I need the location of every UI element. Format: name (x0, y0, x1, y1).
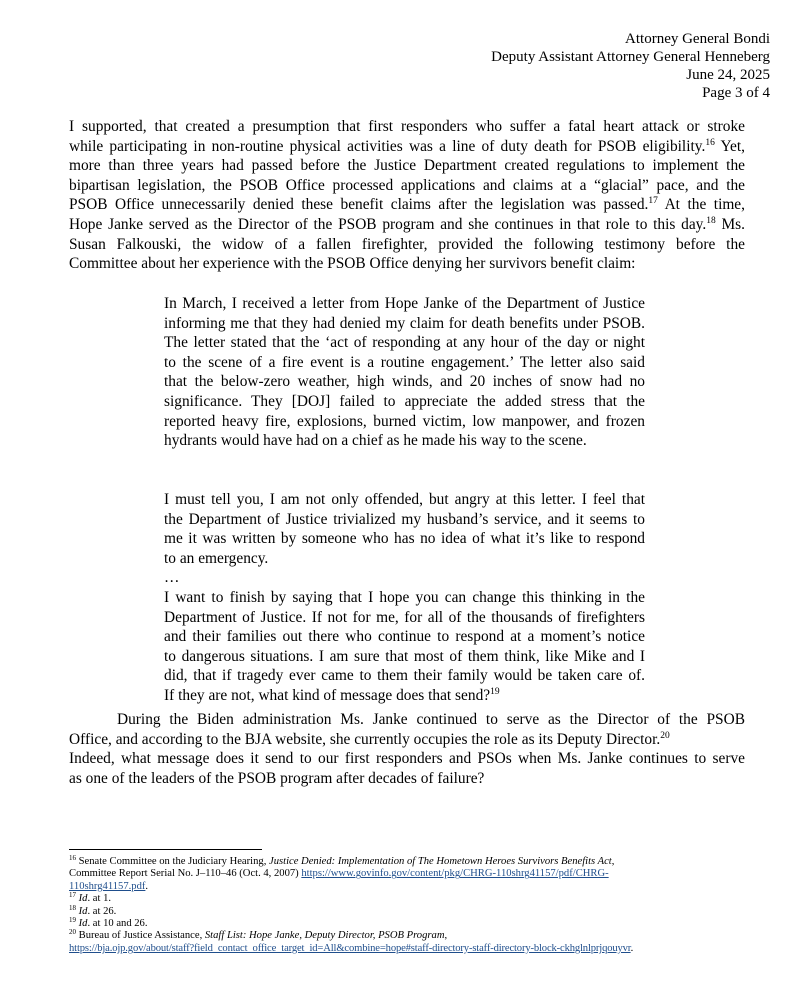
text-line: Office, and according to the BJA website, she currently occupies the role as its Deputy Director.$^{20}$ (69, 730, 670, 748)
footnote-16: $^{16}$ Senate Committee on the Judiciary Hearing, Justice Denied: Implementation of The Hometown Heroes Survivors Benefits Act, (69, 854, 615, 867)
footnote-20-cont: https://bja.ojp.gov/about/staff?field_contact_office_target_id=All&combine=hope#staff-directory-staff-directory-block-ckhglnlprjqouyvr. (69, 942, 634, 954)
header-recipient: Attorney General Bondi (625, 31, 770, 47)
footnote-ref-19[interactable]: 19 (490, 686, 500, 697)
quote-line: significance. They [DOJ] failed to appreciate the added stress that the (164, 392, 645, 410)
text-line: bipartisan legislation, the PSOB Office processed applications and claims at a “glacial” pace, and the (69, 176, 745, 194)
quote-line: hydrants would have had on a chief as he made his way to the scene. (164, 432, 587, 450)
text-line: Indeed, what message does it send to our first responders and PSOs when Ms. Janke continues to serve (69, 750, 745, 768)
footnote-16-link-cont[interactable]: 110shrg41157.pdf (69, 880, 146, 892)
quote-line: to the scene of a fire event is a routine engagement.’ The letter also said (164, 353, 645, 371)
text-line: Susan Falkouski, the widow of a fallen firefighter, provided the following testimony before the (69, 235, 745, 253)
ellipsis: … (164, 569, 180, 587)
footnote-17: $^{17}$ Id. at 1. (69, 891, 112, 905)
footnote-18: $^{18}$ Id. at 26. (69, 903, 117, 917)
text-line: Hope Janke served as the Director of the PSOB program and she continues in that role to this day.$^{18}$ Ms. (69, 215, 745, 233)
quote-line: The letter stated that the ‘act of responding at any hour of the day or night (164, 334, 645, 352)
quote-line: Department of Justice. If not for me, for all of the thousands of firefighters (164, 608, 645, 626)
footnotes (69, 856, 769, 955)
text-line: while participating in non-routine physical activities was a line of duty death for PSOB eligibility.$^{16}$ Yet, (69, 137, 745, 155)
quote-line: I want to finish by saying that I hope you can change this thinking in the (164, 588, 645, 606)
quote-line: me it was written by someone who has no idea of what it’s like to respond (164, 530, 645, 548)
block-quote-1 (164, 294, 645, 451)
quote-line: that the below-zero weather, high winds, and 20 inches of snow had no (164, 373, 645, 391)
quote-line: the Department of Justice trivialized my husband’s service, and it seems to (164, 510, 645, 528)
header-recipient-2: Deputy Assistant Attorney General Henneberg (491, 49, 770, 65)
footnote-20: $^{20}$ Bureau of Justice Assistance, Staff List: Hope Janke, Deputy Director, PSOB Program, (69, 928, 448, 942)
quote-line: to an emergency. (164, 549, 269, 567)
footnote-ref-20[interactable]: 20 (660, 730, 670, 741)
text-line: as one of the leaders of the PSOB program after decades of failure? (69, 769, 485, 787)
text-line: During the Biden administration Ms. Janke continued to serve as the Director of the PSOB (117, 711, 745, 728)
quote-line: I must tell you, I am not only offended, but angry at this letter. I feel that (164, 491, 645, 508)
block-quote-2 (164, 490, 645, 706)
text-line: Committee about her experience with the PSOB Office denying her survivors benefit claim: (69, 255, 636, 273)
footnote-ref-17[interactable]: 17 (648, 196, 658, 207)
header-date: June 24, 2025 (686, 67, 770, 83)
quote-line: informing me that they had denied my claim for death benefits under PSOB. (164, 314, 645, 332)
header-page-number: Page 3 of 4 (702, 85, 770, 101)
footnote-16-cont-2: 110shrg41157.pdf. (69, 880, 149, 892)
quote-line: reported heavy fire, explosions, burned victim, low manpower, and frozen (164, 412, 645, 430)
text-line: I supported, that created a presumption that first responders who suffer a fatal heart attack or stroke (69, 118, 745, 135)
quote-line: If they are not, what kind of message does that send?$^{19}$ (164, 686, 500, 704)
footnote-ref-18[interactable]: 18 (706, 215, 716, 226)
letter-header (491, 30, 770, 102)
footnote-separator (69, 849, 262, 850)
quote-line: and their families out there who continue to respond at a moment’s notice (164, 628, 645, 646)
body-paragraph-2 (69, 710, 745, 788)
footnote-ref-16[interactable]: 16 (705, 137, 715, 148)
quote-line: In March, I received a letter from Hope Janke of the Department of Justice (164, 295, 645, 312)
text-line: PSOB Office unnecessarily denied these benefit claims after the legislation was passed.$^{17}$ At the time, (69, 196, 745, 214)
footnote-16-cont: Committee Report Serial No. J–110–46 (Oct. 4, 2007) https://www.govinfo.gov/content/pkg/CHRG-110shrg41157/pdf/CHRG- (69, 868, 609, 880)
text-line: more than three years had passed before the Justice Department created regulations to implement the (69, 157, 745, 175)
quote-line: did, that if tragedy ever came to them their family would be taken care of. (164, 667, 645, 685)
footnote-20-link[interactable]: https://bja.ojp.gov/about/staff?field_contact_office_target_id=All&combine=hope#staff-directory-staff-directory-block-ckhglnlprjqouyvr (69, 942, 631, 954)
footnote-19: $^{19}$ Id. at 10 and 26. (69, 916, 148, 930)
body-paragraph-1 (69, 117, 745, 274)
quote-line: to dangerous situations. I am sure that most of them think, like Mike and I (164, 647, 645, 665)
footnote-16-link[interactable]: https://www.govinfo.gov/content/pkg/CHRG-110shrg41157/pdf/CHRG- (301, 868, 609, 880)
